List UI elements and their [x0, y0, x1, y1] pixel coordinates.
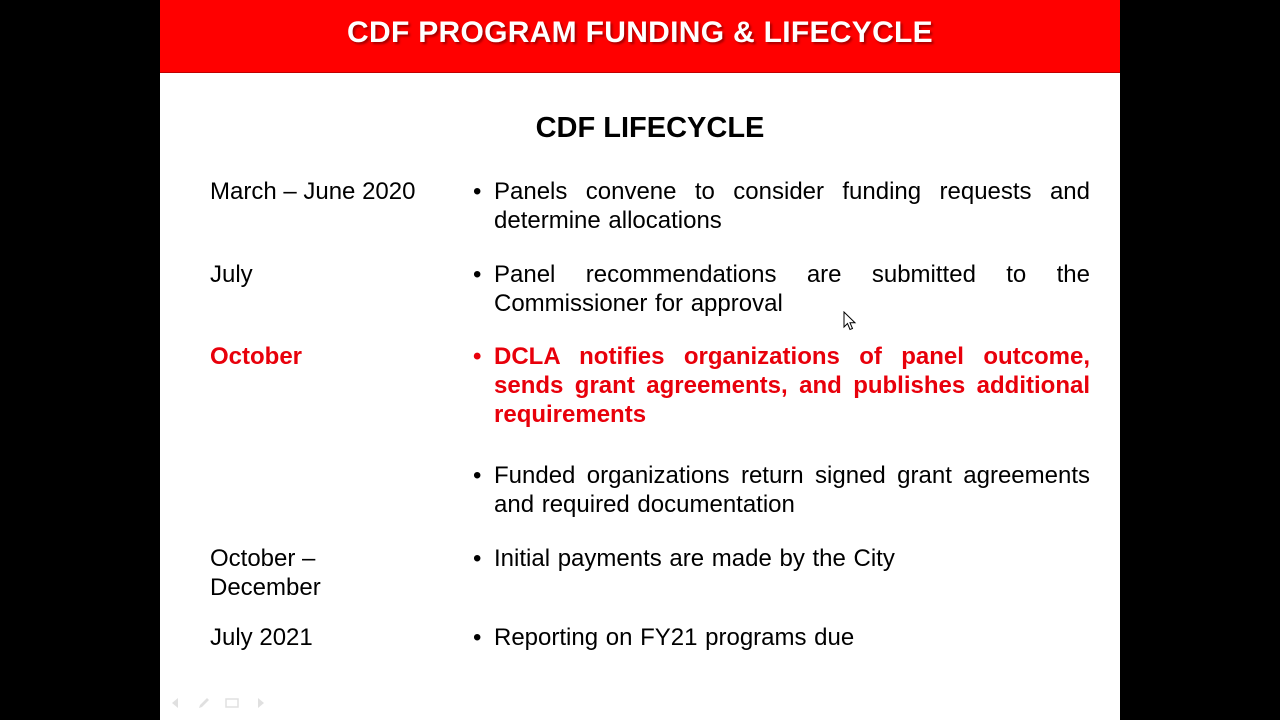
row-date: July 2021 — [210, 624, 313, 651]
bullet-icon: • — [473, 178, 482, 205]
bullet-icon: • — [473, 624, 482, 651]
mouse-pointer-icon — [843, 311, 857, 331]
pen-icon[interactable] — [196, 696, 212, 710]
next-slide-icon[interactable] — [252, 696, 268, 710]
row-text: Reporting on FY21 programs due — [494, 624, 855, 651]
slide-menu-icon[interactable] — [224, 696, 240, 710]
row-text: Panel recommendations are submitted to the Commissioner for approval — [494, 261, 1090, 317]
bullet-icon: • — [473, 462, 482, 489]
bullet-icon: • — [473, 343, 482, 370]
bullet-icon: • — [473, 261, 482, 288]
bullet-icon: • — [473, 545, 482, 572]
row-date: October – December — [210, 545, 321, 601]
slideshow-toolbar — [168, 696, 268, 712]
row-text: Initial payments are made by the City — [494, 545, 895, 572]
previous-slide-icon[interactable] — [168, 696, 184, 710]
row-text: Funded organizations return signed grant agreements and required documentation — [494, 462, 1090, 518]
title-banner — [160, 0, 1120, 73]
slide — [160, 0, 1120, 720]
row-date: July — [210, 261, 253, 288]
row-text: Panels convene to consider funding requests and determine allocations — [494, 178, 1090, 234]
section-title: CDF LIFECYCLE — [535, 112, 765, 144]
row-date: March – June 2020 — [210, 178, 416, 205]
row-text: DCLA notifies organizations of panel outcome, sends grant agreements, and publishes additional requirements — [494, 343, 1090, 428]
slide-title: CDF PROGRAM FUNDING & LIFECYCLE — [347, 16, 933, 49]
row-date: October — [210, 343, 303, 370]
